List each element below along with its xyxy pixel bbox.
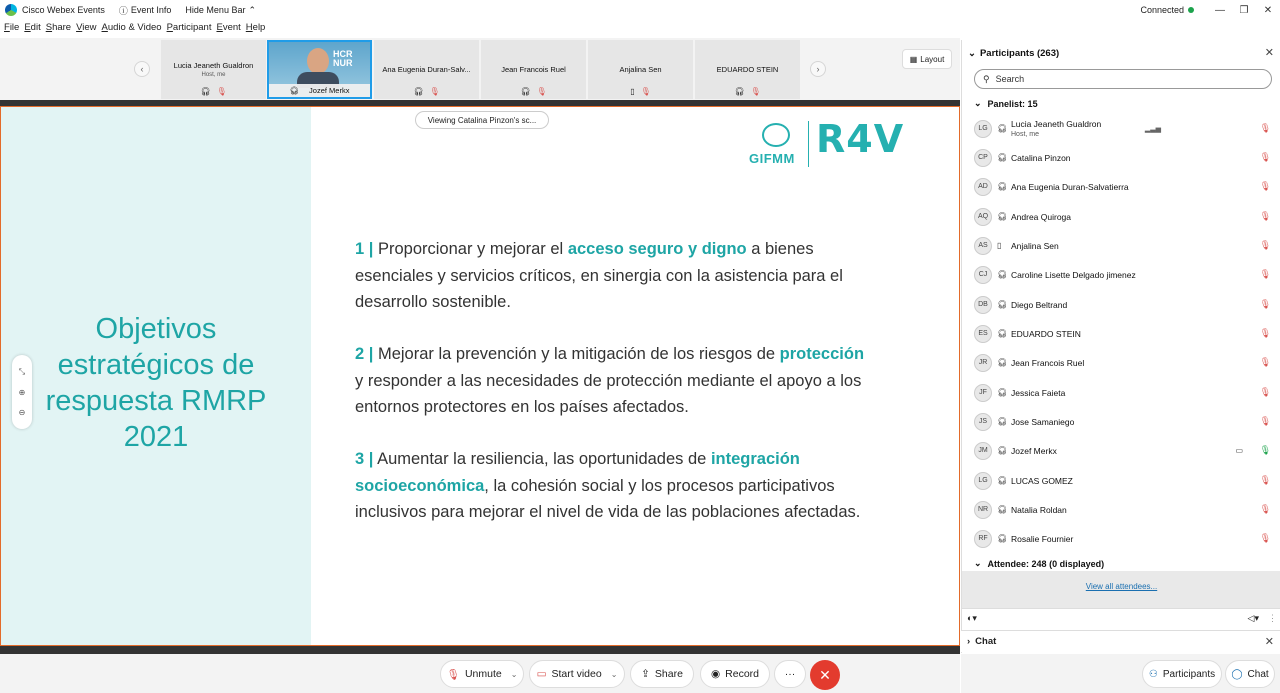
headset-icon: 🎧︎ xyxy=(997,505,1008,514)
participant-row[interactable] xyxy=(962,319,1280,348)
participant-row[interactable] xyxy=(962,524,1280,553)
participant-row[interactable] xyxy=(962,143,1280,172)
record-icon: ◉ xyxy=(710,668,721,680)
mic-muted-icon: 🎙︎ xyxy=(429,87,440,96)
chevron-down-icon[interactable]: ⌄ xyxy=(610,669,618,679)
logo-divider xyxy=(808,121,809,167)
title-bar xyxy=(0,0,1280,20)
participant-row[interactable] xyxy=(962,114,1280,143)
headset-icon: 🎧︎ xyxy=(997,388,1008,397)
participant-row[interactable] xyxy=(962,436,1280,465)
video-tile-label: 🎧︎ Jozef Merkx xyxy=(269,84,370,97)
headset-icon: 🎧︎ xyxy=(997,270,1008,279)
zoom-in-icon[interactable]: ⊕ xyxy=(18,387,26,397)
video-background-text: HCR NUR xyxy=(333,49,353,68)
fit-icon[interactable]: ⤡ xyxy=(18,366,26,376)
video-tile-active[interactable] xyxy=(267,40,372,99)
share-button[interactable]: ⇪ Share xyxy=(630,660,694,688)
mic-muted-icon[interactable]: 🎙︎ xyxy=(1259,123,1271,133)
share-bottom-border xyxy=(0,646,960,654)
mic-muted-icon[interactable]: 🎙︎ xyxy=(1259,504,1271,514)
slide-left-panel xyxy=(1,107,311,645)
participant-name: Jessica Faieta xyxy=(1011,387,1066,398)
people-icon: ⚇ xyxy=(1148,668,1158,680)
chevron-down-icon[interactable]: ⌄ xyxy=(510,669,518,679)
participant-row[interactable] xyxy=(962,231,1280,260)
close-chat-button[interactable]: ✕ xyxy=(1264,636,1274,648)
phone-icon: ▯ xyxy=(630,87,635,96)
minimize-button[interactable]: — xyxy=(1215,4,1225,16)
close-icon: ✕ xyxy=(1264,47,1274,59)
participant-row[interactable] xyxy=(962,378,1280,407)
avatar: LG xyxy=(974,120,992,138)
hide-menu-bar-button[interactable]: Hide Menu Bar ⌃ xyxy=(185,4,256,15)
chevron-down-icon: ⌄ xyxy=(974,98,982,108)
participant-row[interactable] xyxy=(962,202,1280,231)
participants-panel xyxy=(961,40,1280,653)
mic-muted-icon[interactable]: 🎙︎ xyxy=(1259,475,1271,485)
avatar: DB xyxy=(974,296,992,314)
avatar: JR xyxy=(974,354,992,372)
menu-event[interactable]: Event xyxy=(216,22,241,33)
avatar: AD xyxy=(974,178,992,196)
mic-muted-icon[interactable]: 🎙︎ xyxy=(1259,299,1271,309)
mic-muted-icon: 🎙︎ xyxy=(216,87,227,96)
mic-muted-icon[interactable]: 🎙︎ xyxy=(1259,328,1271,338)
signal-bars-icon: ▂▃▅ xyxy=(1144,125,1161,133)
unmute-button[interactable]: 🎙︎ Unmute ⌄ xyxy=(440,660,524,688)
chat-panel-header[interactable]: › Chat ✕ xyxy=(961,630,1280,652)
participant-name: Jose Samaniego xyxy=(1011,416,1075,427)
layout-button[interactable]: ▦ Layout xyxy=(902,49,952,69)
participant-name: Rosalie Fournier xyxy=(1011,533,1074,544)
info-icon: ⓘ xyxy=(118,5,128,16)
participant-name: Lucia Jeaneth Gualdron xyxy=(1011,119,1102,129)
headset-icon: 🎧︎ xyxy=(997,124,1008,133)
avatar: AQ xyxy=(974,208,992,226)
headset-icon: 🎧︎ xyxy=(997,446,1008,455)
globe-icon xyxy=(762,123,790,147)
close-icon: ✕ xyxy=(819,666,831,683)
mic-muted-icon: 🎙︎ xyxy=(536,87,547,96)
video-feed xyxy=(269,42,370,86)
headset-icon: 🎧︎ xyxy=(200,87,211,96)
chevron-left-icon: ‹ xyxy=(140,64,144,74)
headset-icon: 🎧︎ xyxy=(520,87,531,96)
person-face xyxy=(307,48,329,74)
mic-muted-icon[interactable]: 🎙︎ xyxy=(1259,240,1271,250)
participant-name: LUCAS GOMEZ xyxy=(1011,475,1073,486)
video-tile[interactable]: Ana Eugenia Duran-Salv... 🎧︎ 🎙︎ xyxy=(374,40,479,99)
participants-header[interactable]: ⌄ Participants (263) xyxy=(968,48,1060,59)
connected-dot-icon xyxy=(1188,7,1194,13)
participant-row[interactable] xyxy=(962,260,1280,289)
avatar: CP xyxy=(974,149,992,167)
more-options-button[interactable]: ··· xyxy=(774,660,806,688)
mic-muted-icon[interactable]: 🎙︎ xyxy=(1259,387,1271,397)
mic-muted-icon[interactable]: 🎙︎ xyxy=(1259,416,1271,426)
start-video-button[interactable]: ▭ Start video ⌄ xyxy=(529,660,625,688)
objective-2: 2 | Mejorar la prevención y la mitigación de los riesgos de protección y responder a las necesidades de protección mediante el apoyo a los entornos protectores en los países afectados. xyxy=(355,345,865,416)
headset-icon: 🎧︎ xyxy=(997,534,1008,543)
avatar: CJ xyxy=(974,266,992,284)
objective-3: 3 | Aumentar la resiliencia, las oportunidades de integración socioeconómica, la cohesión social y los procesos participativos inclusivos para mejorar el nivel de vida de las poblaciones afectadas. xyxy=(355,450,861,521)
avatar: LG xyxy=(974,472,992,490)
more-icon[interactable]: ⋮ xyxy=(1268,613,1277,623)
end-meeting-button[interactable] xyxy=(810,660,840,690)
mic-muted-icon: 🎙︎ xyxy=(750,87,761,96)
participant-name: Caroline Lisette Delgado jimenez xyxy=(1011,269,1136,280)
meeting-controls xyxy=(0,654,960,693)
slide-heading: Objetivos estratégicos de respuesta RMRP 2021 xyxy=(45,313,267,453)
participant-name: Andrea Quiroga xyxy=(1011,211,1072,222)
participant-row[interactable] xyxy=(962,348,1280,377)
participant-name: Natalia Roldan xyxy=(1011,504,1067,515)
participant-name: Diego Beltrand xyxy=(1011,299,1068,310)
video-tile[interactable]: EDUARDO STEIN 🎧︎ 🎙︎ xyxy=(695,40,800,99)
menu-participant[interactable]: Participant xyxy=(166,22,212,33)
menu-bar xyxy=(0,22,266,36)
headset-icon: 🎧︎ xyxy=(997,476,1008,485)
video-camera-icon: ▭ xyxy=(1235,446,1243,455)
headset-icon: 🎧︎ xyxy=(413,87,424,96)
participant-row[interactable] xyxy=(962,172,1280,201)
video-tile[interactable]: Jean Francois Ruel 🎧︎ 🎙︎ xyxy=(481,40,586,99)
video-strip xyxy=(0,38,960,100)
menu-share[interactable]: Share xyxy=(45,22,72,33)
menu-audio-video[interactable]: Audio & Video xyxy=(101,22,162,33)
mic-muted-icon[interactable]: 🎙︎ xyxy=(1259,533,1271,543)
avatar: JF xyxy=(974,384,992,402)
chat-toggle-button[interactable]: ◯ Chat xyxy=(1225,660,1275,688)
connection-status: Connected xyxy=(1140,5,1194,15)
objective-1: 1 | Proporcionar y mejorar el acceso seguro y digno a bienes esenciales y servicios críticos, en sinergia con la asistencia para el desarrollo sostenible. xyxy=(355,240,843,311)
mic-muted-icon: 🎙︎ xyxy=(446,668,460,681)
video-tile[interactable]: Anjalina Sen ▯ 🎙︎ xyxy=(588,40,693,99)
restore-button[interactable]: ❐ xyxy=(1239,4,1249,16)
status-icon[interactable]: ◐▾ xyxy=(967,613,977,623)
participant-name: Jean Francois Ruel xyxy=(1011,357,1085,368)
panel-toggles xyxy=(961,654,1280,693)
headset-icon: 🎧︎ xyxy=(734,87,745,96)
zoom-controls xyxy=(12,355,32,429)
participant-name: Jozef Merkx xyxy=(1011,445,1057,456)
avatar: AS xyxy=(974,237,992,255)
view-all-attendees-link[interactable]: View all attendees... xyxy=(1085,582,1158,591)
headset-icon: 🎧︎ xyxy=(997,417,1008,426)
attendee-section-header[interactable]: ⌄ Attendee: 248 (0 displayed) xyxy=(974,558,1105,569)
participant-name: Anjalina Sen xyxy=(1011,240,1059,251)
r4v-logo: R4V xyxy=(816,117,905,161)
chevron-down-icon: ⌄ xyxy=(974,558,982,568)
search-icon: ⚲ xyxy=(983,73,990,84)
strip-next-button[interactable] xyxy=(810,61,826,77)
participant-row[interactable] xyxy=(962,290,1280,319)
video-off-icon: ▭ xyxy=(536,668,547,680)
panelist-section-header[interactable]: ⌄ Panelist: 15 xyxy=(974,98,1038,109)
share-icon: ⇪ xyxy=(641,668,650,680)
participants-toggle-button[interactable]: ⚇ Participants xyxy=(1142,660,1222,688)
chevron-down-icon: ⌄ xyxy=(968,48,976,59)
video-tile[interactable]: Lucia Jeaneth Gualdron Host, me 🎧︎ 🎙︎ xyxy=(161,40,266,99)
menu-edit[interactable]: Edit xyxy=(24,22,41,33)
avatar: RF xyxy=(974,530,992,548)
webex-logo-icon xyxy=(5,4,17,16)
mic-muted-icon[interactable]: 🎙︎ xyxy=(1259,357,1271,367)
layout-icon: ▦ xyxy=(909,54,918,64)
mic-muted-icon[interactable]: 🎙︎ xyxy=(1259,181,1271,191)
avatar: NR xyxy=(974,501,992,519)
participant-row[interactable] xyxy=(962,466,1280,495)
participant-row[interactable] xyxy=(962,407,1280,436)
phone-icon: ▯ xyxy=(997,241,1002,250)
chevron-right-icon: › xyxy=(816,64,820,74)
shared-content xyxy=(0,106,960,646)
record-button[interactable]: ◉ Record xyxy=(700,660,770,688)
headset-icon: 🎧︎ xyxy=(997,358,1008,367)
close-window-button[interactable]: ✕ xyxy=(1263,4,1273,16)
chevron-right-icon: › xyxy=(967,636,971,647)
viewing-share-indicator[interactable]: Viewing Catalina Pinzon's sc... xyxy=(415,111,549,129)
menu-help[interactable]: Help xyxy=(245,22,266,33)
mic-muted-icon[interactable]: 🎙︎ xyxy=(1259,211,1271,221)
gifmm-logo: GIFMM xyxy=(749,123,805,167)
avatar: JM xyxy=(974,442,992,460)
participant-role: Host, me xyxy=(1011,131,1040,138)
headset-icon: 🎧︎ xyxy=(997,212,1008,221)
avatar: ES xyxy=(974,325,992,343)
mic-icon[interactable]: 🎙︎ xyxy=(1259,445,1271,455)
mic-muted-icon[interactable]: 🎙︎ xyxy=(1259,152,1271,162)
zoom-out-icon[interactable]: ⊖ xyxy=(18,408,26,418)
close-panel-button[interactable] xyxy=(1265,46,1274,59)
participant-row[interactable] xyxy=(962,495,1280,524)
participant-name: Catalina Pinzon xyxy=(1011,152,1071,163)
headset-icon: 🎧︎ xyxy=(997,153,1008,162)
menu-file[interactable]: File xyxy=(4,22,20,33)
headset-icon: 🎧︎ xyxy=(289,86,300,95)
chat-icon: ◯ xyxy=(1231,668,1243,680)
menu-view[interactable]: View xyxy=(76,22,97,33)
event-info-button[interactable]: ⓘ Event Info xyxy=(118,5,172,16)
strip-prev-button[interactable] xyxy=(134,61,150,77)
avatar: JS xyxy=(974,413,992,431)
headset-icon: 🎧︎ xyxy=(997,329,1008,338)
headset-icon: 🎧︎ xyxy=(997,300,1008,309)
mic-muted-icon[interactable]: 🎙︎ xyxy=(1259,269,1271,279)
participant-name: Ana Eugenia Duran-Salvatierra xyxy=(1011,181,1129,192)
speaker-icon[interactable]: ◁▾ xyxy=(1247,613,1259,623)
search-input[interactable]: ⚲ Search xyxy=(974,69,1272,89)
chevron-up-icon: ⌃ xyxy=(248,4,256,15)
participant-name: EDUARDO STEIN xyxy=(1011,328,1081,339)
panel-footer xyxy=(962,608,1280,628)
headset-icon: 🎧︎ xyxy=(997,182,1008,191)
mic-muted-icon: 🎙︎ xyxy=(640,87,651,96)
app-title: Cisco Webex Events xyxy=(22,5,105,15)
